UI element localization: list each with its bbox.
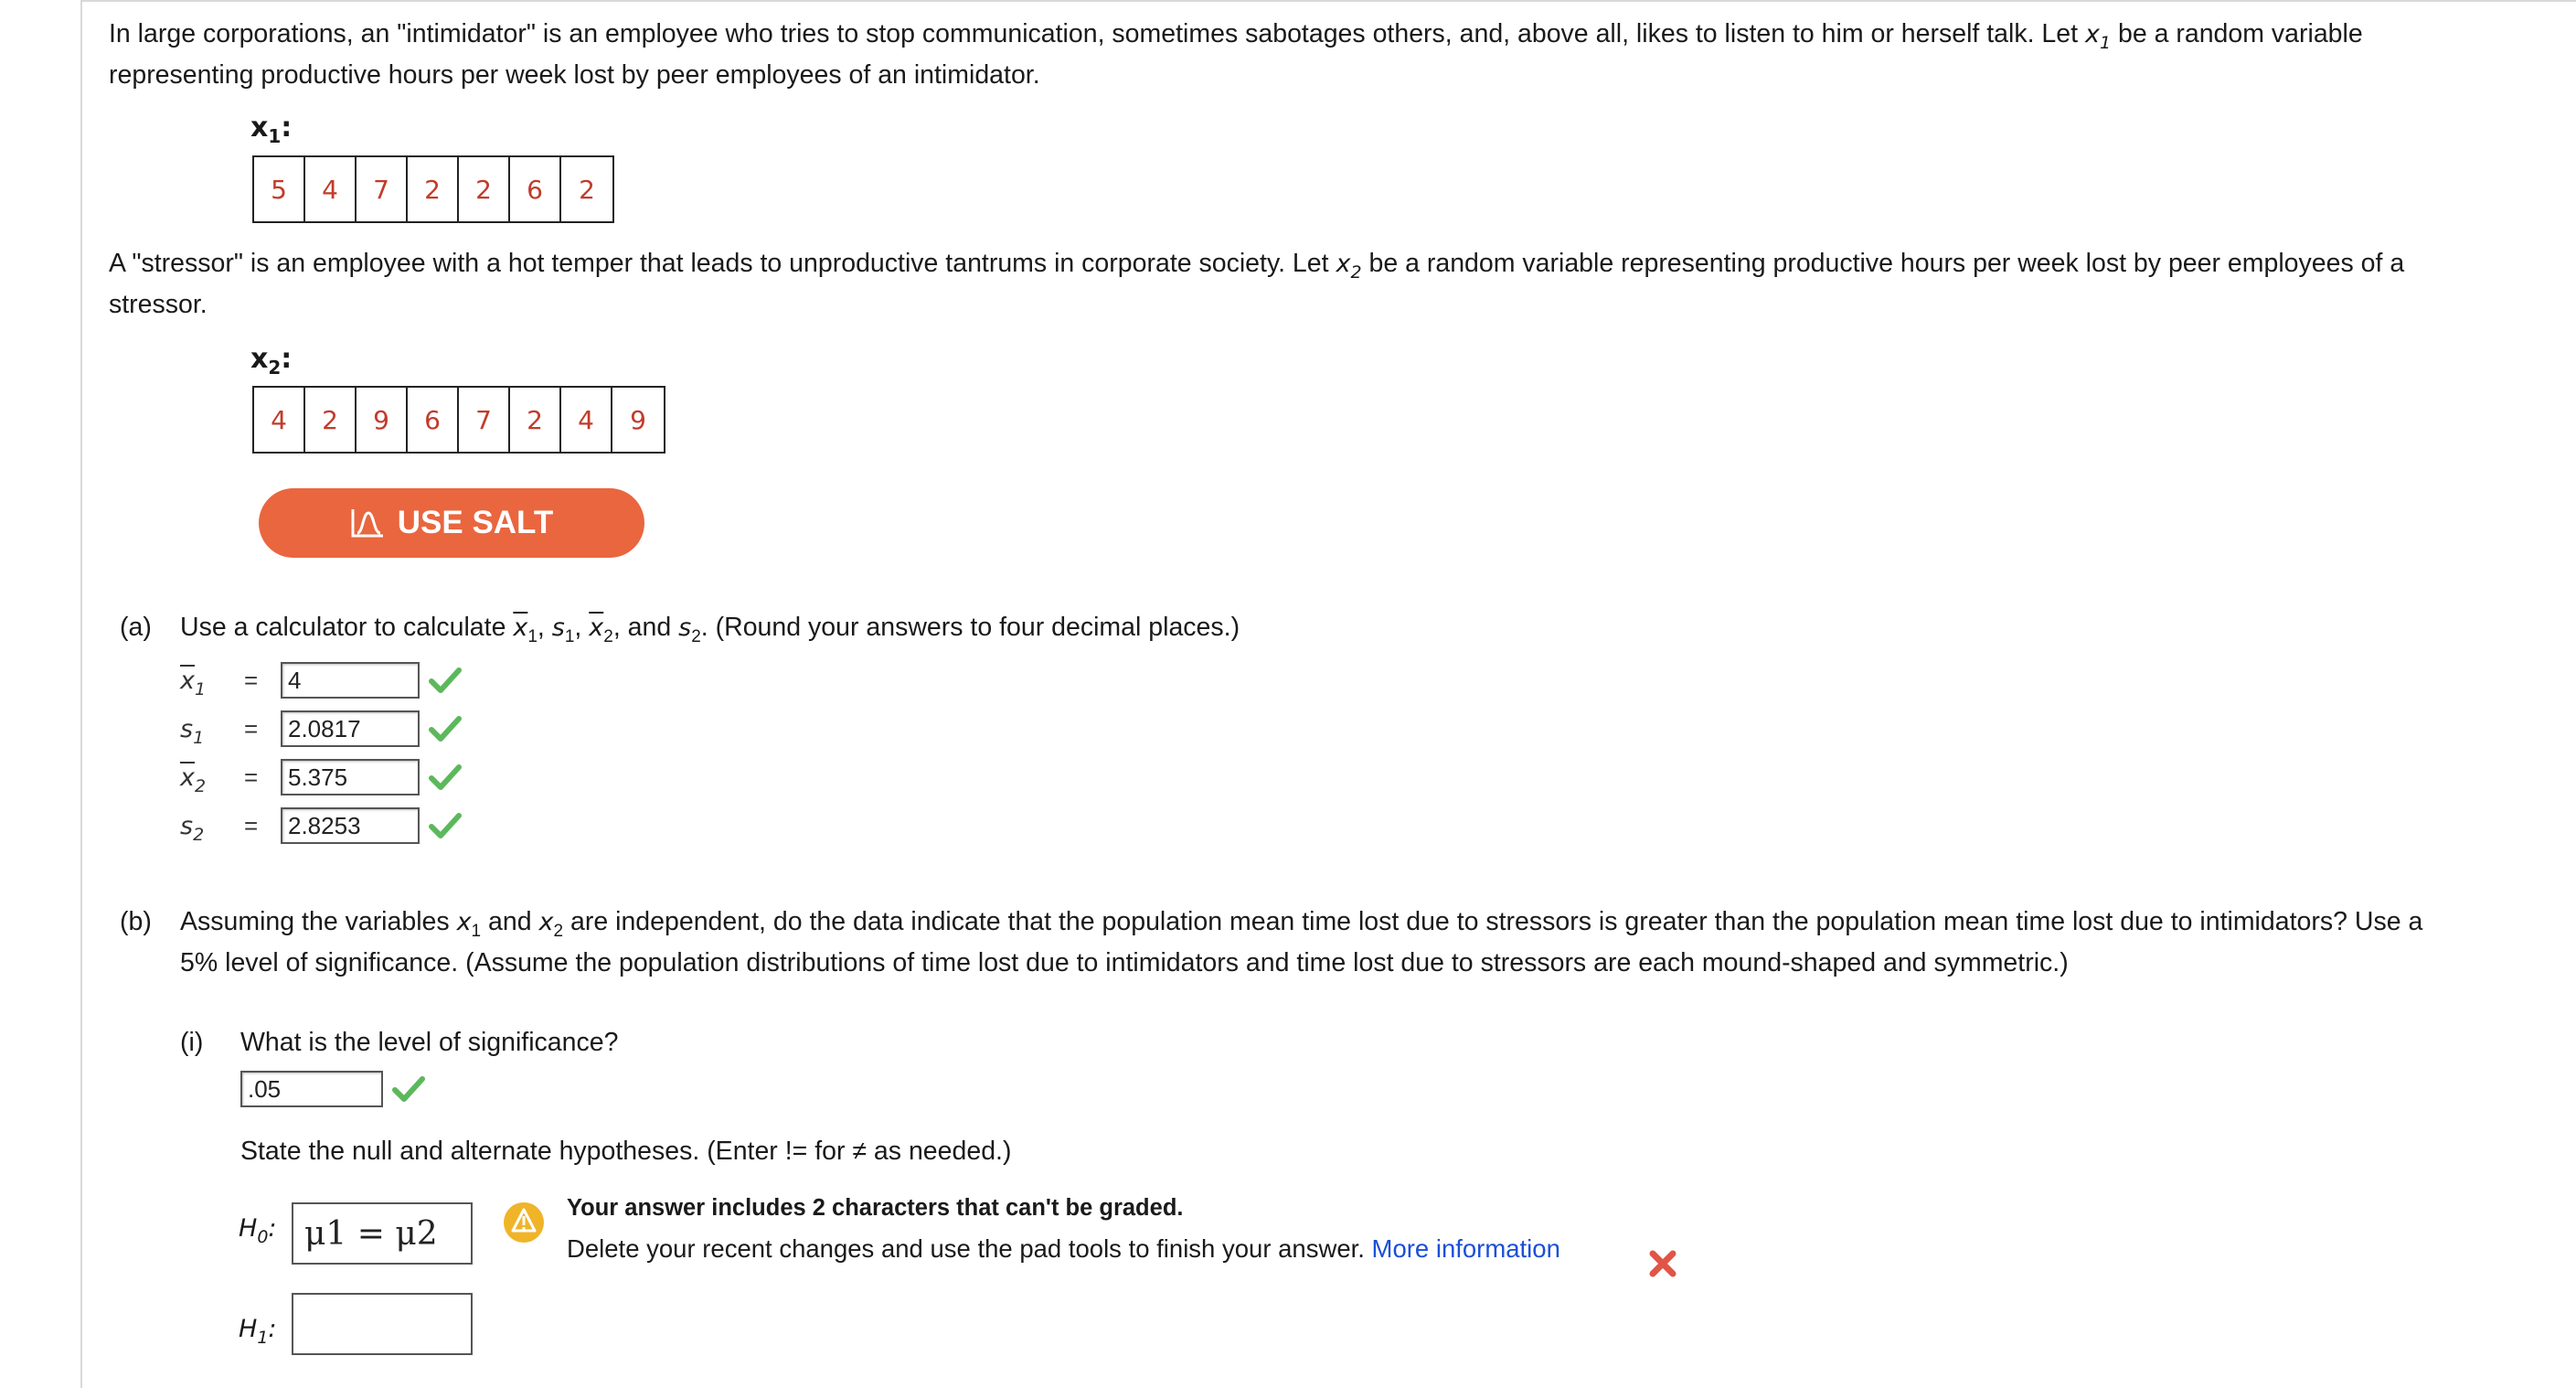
answer-input[interactable]: 4: [281, 662, 420, 699]
answer-variable: $s_2$: [180, 811, 205, 845]
check-icon: [392, 1075, 425, 1103]
data-cell: 4: [305, 157, 357, 221]
data-cell: 2: [459, 157, 510, 221]
h1-label: $H_1$:: [239, 1315, 277, 1348]
intro-paragraph-2: A "stressor" is an employee with a hot temper that leads to unproductive tantrums in corporate society. Let $x_2$ be a random variable representing productive hours per week lost by peer employees of a stressor.: [109, 249, 2405, 319]
answer-row: [180, 804, 462, 848]
check-icon: [429, 667, 462, 694]
answer-row: [180, 755, 462, 799]
warning-title: Your answer includes 2 characters that can't be graded.: [567, 1195, 1184, 1221]
equals-sign: =: [244, 763, 259, 791]
data-cell: 2: [305, 388, 357, 452]
data-cell: 6: [408, 388, 459, 452]
data-cell: 6: [510, 157, 561, 221]
warning-icon: [502, 1201, 546, 1244]
more-information-link[interactable]: More information: [1371, 1234, 1560, 1263]
data-cell: 2: [579, 174, 595, 205]
use-salt-button[interactable]: USE SALT: [259, 488, 644, 558]
check-icon: [429, 812, 462, 839]
check-icon: [429, 763, 462, 791]
answer-variable: $\overline{x}_2$: [180, 763, 207, 796]
data-cell: 4: [561, 388, 612, 452]
significance-input[interactable]: .05: [240, 1071, 383, 1107]
part-b-label: (b): [120, 907, 152, 936]
x1-variable: $x_1$: [2084, 20, 2112, 53]
data-cell: 2: [510, 388, 561, 452]
warning-body: Delete your recent changes and use the pad tools to finish your answer. More information: [567, 1234, 1560, 1263]
data-cell: 2: [408, 157, 459, 221]
answer-variable: $s_1$: [180, 714, 205, 748]
data-cell: 7: [357, 157, 408, 221]
frame-left-border: [80, 0, 82, 1388]
h0-math-input[interactable]: μ1 = μ2: [292, 1202, 473, 1265]
x2-data-table: [252, 386, 665, 454]
salt-chart-icon: [350, 507, 385, 539]
data-cell: 7: [459, 388, 510, 452]
equals-sign: =: [244, 714, 259, 742]
x2-variable: $x_2$: [1336, 250, 1362, 283]
sub-i-question: What is the level of significance?: [240, 1028, 619, 1057]
x2-data-label: $x_2$:: [250, 343, 293, 379]
data-cell: 9: [357, 388, 408, 452]
sub-i-label: (i): [180, 1028, 204, 1057]
answer-row: [180, 658, 462, 702]
answer-input[interactable]: 2.0817: [281, 710, 420, 747]
data-cell: 4: [254, 388, 305, 452]
h0-label: $H_0$:: [239, 1214, 277, 1247]
h1-math-input[interactable]: [292, 1293, 473, 1355]
x1-data-label: $x_1$:: [250, 112, 293, 147]
data-cell: 5: [254, 157, 305, 221]
equals-sign: =: [244, 666, 259, 694]
equals-sign: =: [244, 811, 259, 839]
answer-input[interactable]: 2.8253: [281, 807, 420, 844]
answer-variable: $\overline{x}_1$: [180, 666, 207, 699]
frame-top-border: [80, 0, 2576, 2]
answer-row: [180, 707, 462, 751]
error-x-icon: [1647, 1248, 1678, 1279]
x1-data-table: [252, 155, 614, 223]
check-icon: [429, 715, 462, 742]
part-a-label: (a): [120, 613, 152, 642]
hypotheses-prompt: State the null and alternate hypotheses. (Enter != for ≠ as needed.): [240, 1137, 1012, 1166]
part-b-question: Assuming the variables $x_1$ and $x_2$ are independent, do the data indicate that the population mean time lost due to stressors is greater than the population mean time lost due to intimidators? Use a 5% level of significance. (Assume the population distributions of time lost due to intimidators and time lost due to stressors are each mound-shaped and symmetric.): [180, 907, 2423, 977]
data-cell: 9: [630, 404, 646, 435]
answer-input[interactable]: 5.375: [281, 759, 420, 795]
part-a-question: Use a calculator to calculate $\overline{x}_1$, $s_1$, $\overline{x}_2$, and $s_2$. (Round your answers to four decimal places.): [180, 613, 1240, 646]
intro-paragraph-1: In large corporations, an "intimidator" is an employee who tries to stop communication, sometimes sabotages others, and, above all, likes to listen to him or herself talk. Let $x_1$ be a random variable representing productive hours per week lost by peer employees of an intimidator.: [109, 19, 2363, 90]
significance-answer-row: [240, 1071, 425, 1107]
